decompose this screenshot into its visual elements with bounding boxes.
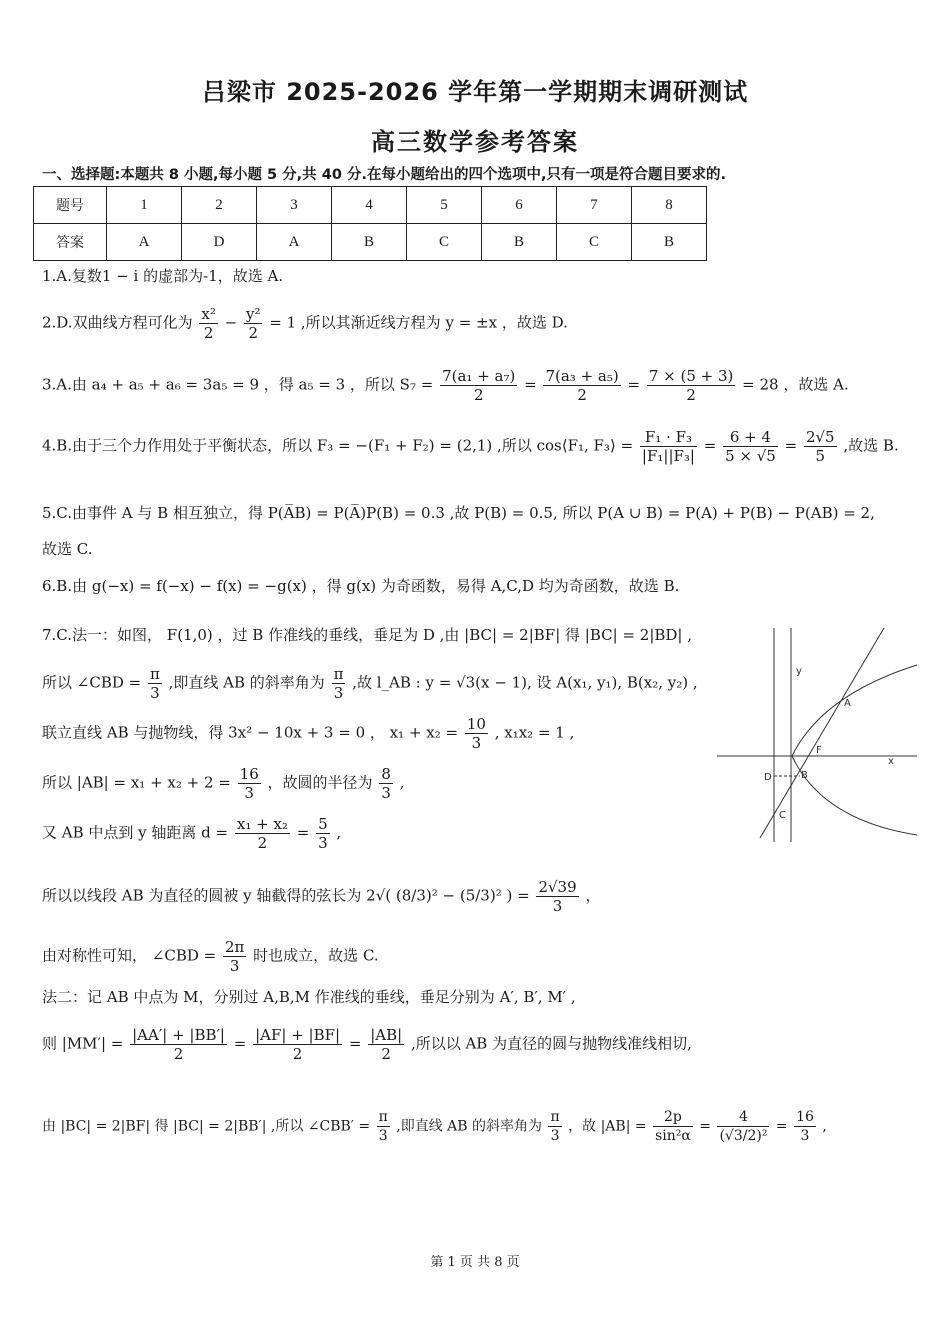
denominator: 2 (292, 1045, 303, 1063)
text-run: 由 |BC| = 2|BF| 得 |BC| = 2|BB′| ,所以 ∠CBB′ = (42, 1118, 371, 1135)
solution-q5-line2: 故选 C. (42, 540, 93, 558)
label-f: F (816, 745, 822, 756)
text-run: ，故 |AB| = (568, 1118, 647, 1135)
answer-cell: B (482, 224, 557, 261)
text-run: 2.D.双曲线方程可化为 (42, 313, 193, 332)
text-run: 又 AB 中点到 y 轴距离 d = (42, 823, 229, 842)
denominator: 3 (471, 734, 482, 752)
text-run: , (336, 823, 342, 842)
text-run: ,故 l_AB : y = √3(x − 1), 设 A(x₁, y₁), B(x₂, y₂) , (352, 673, 698, 692)
fraction (368, 1026, 404, 1063)
numerator: π (550, 1109, 560, 1125)
question-number-cell: 7 (557, 187, 632, 224)
fraction (223, 938, 246, 975)
denominator: 2 (473, 386, 484, 404)
solution-q7-line3 (42, 715, 574, 752)
numerator: 16 (239, 765, 259, 783)
numerator: F₁ · F₃ (640, 428, 697, 447)
text-run: ,故选 B. (843, 436, 899, 455)
numerator: 4 (717, 1108, 769, 1127)
text-run: ,所以以 AB 为直径的圆与抛物线准线相切, (410, 1034, 692, 1053)
numerator: 6 + 4 (723, 428, 778, 447)
denominator: sin²α (655, 1128, 691, 1144)
numerator: x² (201, 305, 216, 323)
denominator: 2 (686, 386, 696, 404)
fraction (717, 1108, 769, 1145)
question-number-cell: 3 (257, 187, 332, 224)
fraction (253, 1026, 342, 1063)
fraction (640, 428, 697, 465)
text-run: ,即直线 AB 的斜率角为 (168, 673, 325, 692)
label-x: x (888, 756, 894, 767)
answer-table (33, 186, 707, 261)
question-number-cell: 4 (332, 187, 407, 224)
numerator: 2√5 (805, 428, 835, 446)
exam-title: 吕梁市 2025-2026 学年第一学期期末调研测试 (201, 78, 749, 106)
denominator: 2 (381, 1045, 391, 1063)
fraction (148, 665, 162, 702)
label-c: C (779, 810, 786, 821)
numerator: 7 × (5 + 3) (648, 367, 734, 385)
fraction (794, 1108, 816, 1145)
label-d: D (764, 772, 772, 783)
question-number-cell: 8 (632, 187, 707, 224)
denominator: 5 (815, 447, 826, 465)
numerator: 2√39 (538, 878, 577, 896)
denominator: 2 (203, 324, 214, 342)
solution-q7-line4 (42, 765, 404, 802)
numerator: |AB| (370, 1026, 403, 1044)
solution-q7-line2 (42, 665, 698, 702)
fraction (465, 715, 488, 752)
denominator: 3 (381, 784, 391, 802)
numerator: 7(a₁ + a₇) (442, 367, 516, 385)
text-run: = 1 ,所以其渐近线方程为 y = ±x ，故选 D. (269, 313, 568, 332)
parabola-curve (792, 665, 917, 835)
text-run: 所以 |AB| = x₁ + x₂ + 2 = (42, 773, 231, 792)
solution-q7-line1: 7.C.法一：如图， F(1,0) ，过 B 作准线的垂线，垂足为 D ,由 |BC| = 2|BF| 得 |BC| = 2|BD| , (42, 626, 693, 644)
fraction (332, 665, 346, 702)
solution-q7-method2: 法二：记 AB 中点为 M，分别过 A,B,M 作准线的垂线，垂足分别为 A′, B′, M′ , (42, 988, 576, 1006)
section-heading: 一、选择题:本题共 8 小题,每小题 5 分,共 40 分.在每小题给出的四个选项中,只有一项是符合题目要求的. (42, 167, 726, 183)
denominator: 3 (800, 1128, 810, 1144)
denominator: 3 (552, 897, 563, 915)
solution-q7-line7 (42, 938, 379, 975)
text-run: ， (585, 886, 601, 905)
fraction (440, 367, 517, 404)
numerator: y² (245, 305, 261, 323)
fraction (130, 1026, 227, 1063)
line-ab (760, 628, 884, 838)
denominator: (√3/2)² (719, 1128, 768, 1144)
answer-cell: B (632, 224, 707, 261)
fraction (536, 878, 578, 915)
numerator: 8 (381, 765, 391, 783)
solution-q7-line10: 由 |BC| = 2|BF| 得 |BC| = 2|BB′| ,所以 ∠CBB′ = $\frac{\pi}{3}$ ,即直线 AB 的斜率角为 $\frac{\pi}{3}$ ，故 |AB| = $\frac{2p}{\text{sin²α}}$ = $\frac{4}{\text{(√3/2)²}}$ = $\frac{16}{3}$ , (42, 1109, 827, 1144)
question-number-cell: 1 (107, 187, 182, 224)
text-run: 3.A.由 a₄ + a₅ + a₆ = 3a₅ = 9 ，得 a₅ = 3 ，所以 S₇ = (42, 375, 434, 394)
table-row (34, 224, 707, 261)
text-run: 联立直线 AB 与抛物线，得 3x² − 10x + 3 = 0 ， x₁ + x₂ = (42, 723, 459, 742)
text-run: 则 |MM′| = (42, 1034, 124, 1053)
solution-q1: 1.A.复数1 − i 的虚部为-1，故选 A. (42, 267, 284, 285)
text-run: ，故圆的半径为 (267, 773, 373, 792)
denominator: 2 (257, 834, 268, 852)
denominator: 3 (550, 1128, 560, 1144)
text-run: − (224, 313, 238, 332)
fraction (653, 1108, 693, 1145)
denominator: 3 (318, 834, 328, 852)
text-run: ,即直线 AB 的斜率角为 (396, 1118, 543, 1135)
question-number-cell: 5 (407, 187, 482, 224)
solution-q6: 6.B.由 g(−x) = f(−x) − f(x) = −g(x) ，得 g(x) 为奇函数，易得 A,C,D 均为奇函数，故选 B. (42, 577, 680, 595)
exam-subtitle: 高三数学参考答案 (371, 128, 579, 156)
table-row (34, 187, 707, 224)
fraction (804, 428, 837, 465)
denominator: 2 (173, 1045, 184, 1063)
fraction (548, 1108, 561, 1145)
solution-q7-line9: 则 |MM′| = $\frac{|AA'| + |BB'|}{2}$ = $\frac{|AF| + |BF|}{2}$ = $\frac{|AB|}{2}$ ,所以以 AB 为直径的圆与抛物线准线相切, (42, 1026, 692, 1063)
answer-cell: A (107, 224, 182, 261)
fraction (316, 815, 330, 852)
label-y: y (796, 666, 802, 677)
numerator: 2p (653, 1108, 693, 1127)
text-run: , (399, 773, 405, 792)
text-run: 4.B.由于三个力作用处于平衡状态，所以 F₃ = −(F₁ + F₂) = (2,1) ,所以 cos⟨F₁, F₃⟩ = (42, 436, 634, 455)
fraction (723, 428, 778, 465)
numerator: 7(a₃ + a₅) (545, 367, 619, 385)
numerator: π (149, 665, 160, 683)
denominator: |F₁||F₃| (641, 447, 695, 465)
question-number-cell: 6 (482, 187, 557, 224)
answer-cell: B (332, 224, 407, 261)
fraction (235, 815, 290, 852)
answer-cell: A (257, 224, 332, 261)
label-b: B (801, 770, 808, 781)
fraction (238, 765, 261, 802)
solution-q4: 4.B.由于三个力作用处于平衡状态，所以 F₃ = −(F₁ + F₂) = (2,1) ,所以 cos⟨F₁, F₃⟩ = $\frac{\text{F₁ · F₃}}{\text{|F₁||F₃|}}$ = $\frac{6 + 4}{5 \times √5}$ = $\frac{2√5}{5}$ ,故选 B. (42, 428, 899, 465)
denominator: 2 (248, 324, 258, 342)
question-number-cell: 2 (182, 187, 257, 224)
text-run: , x₁x₂ = 1 , (494, 723, 575, 742)
fraction (543, 367, 620, 404)
answer-cell: C (407, 224, 482, 261)
numerator: 5 (318, 815, 328, 833)
table-header-cell: 答案 (34, 224, 107, 261)
numerator: 10 (466, 715, 486, 733)
numerator: |AA′| + |BB′| (132, 1026, 225, 1044)
solution-q3: 3.A.由 a₄ + a₅ + a₆ = 3a₅ = 9 ，得 a₅ = 3 ，所以 S₇ = $\frac{\text{7(a₁ + a₇)}}{2}$ = $\frac{\text{7(a₃ + a₅)}}{2}$ = $\frac{7 \times (5 + 3)}{2}$ = 28 ，故选 A. (42, 367, 849, 404)
denominator: 3 (378, 1128, 388, 1144)
label-a: A (844, 698, 851, 709)
denominator: 3 (150, 684, 160, 702)
numerator: 2π (224, 938, 245, 956)
numerator: |AF| + |BF| (255, 1026, 341, 1044)
denominator: 3 (244, 784, 254, 802)
solution-q7-line5: 又 AB 中点到 y 轴距离 d = $\frac{\text{x₁ + x₂}}{2}$ = $\frac{5}{3}$ , (42, 815, 342, 852)
solution-q7-line6 (42, 878, 600, 915)
text-run: = 28 ，故选 A. (742, 375, 849, 394)
numerator: 16 (796, 1109, 814, 1125)
solution-q5-line1: 5.C.由事件 A 与 B 相互独立，得 P(A̅B) = P(A̅)P(B) = 0.3 ,故 P(B) = 0.5, 所以 P(A ∪ B) = P(A) + P(B) − P(AB) = 2, (42, 504, 875, 522)
answer-cell: C (557, 224, 632, 261)
solution-q2 (42, 305, 568, 342)
answer-cell: D (182, 224, 257, 261)
denominator: 5 × √5 (725, 447, 776, 465)
text-run: 由对称性可知， ∠CBD = (42, 946, 217, 965)
fraction (377, 1108, 390, 1145)
fraction (244, 305, 263, 342)
page-footer: 第 1 页 共 8 页 (430, 1255, 520, 1270)
numerator: x₁ + x₂ (236, 815, 288, 833)
denominator: 3 (229, 957, 240, 975)
numerator: π (333, 665, 344, 683)
text-run: 所以 ∠CBD = (42, 673, 142, 692)
text-run: 时也成立，故选 C. (253, 946, 379, 965)
table-header-cell: 题号 (34, 187, 107, 224)
parabola-figure (712, 620, 922, 845)
numerator: π (378, 1109, 388, 1125)
denominator: 3 (333, 684, 344, 702)
fraction (199, 305, 217, 342)
fraction (379, 765, 393, 802)
denominator: 2 (577, 386, 587, 404)
text-run: , (822, 1118, 827, 1135)
fraction (647, 367, 736, 404)
text-run: 所以以线段 AB 为直径的圆被 y 轴截得的弦长为 2√( (8/3)² − (5/3)² ) = (42, 886, 530, 905)
